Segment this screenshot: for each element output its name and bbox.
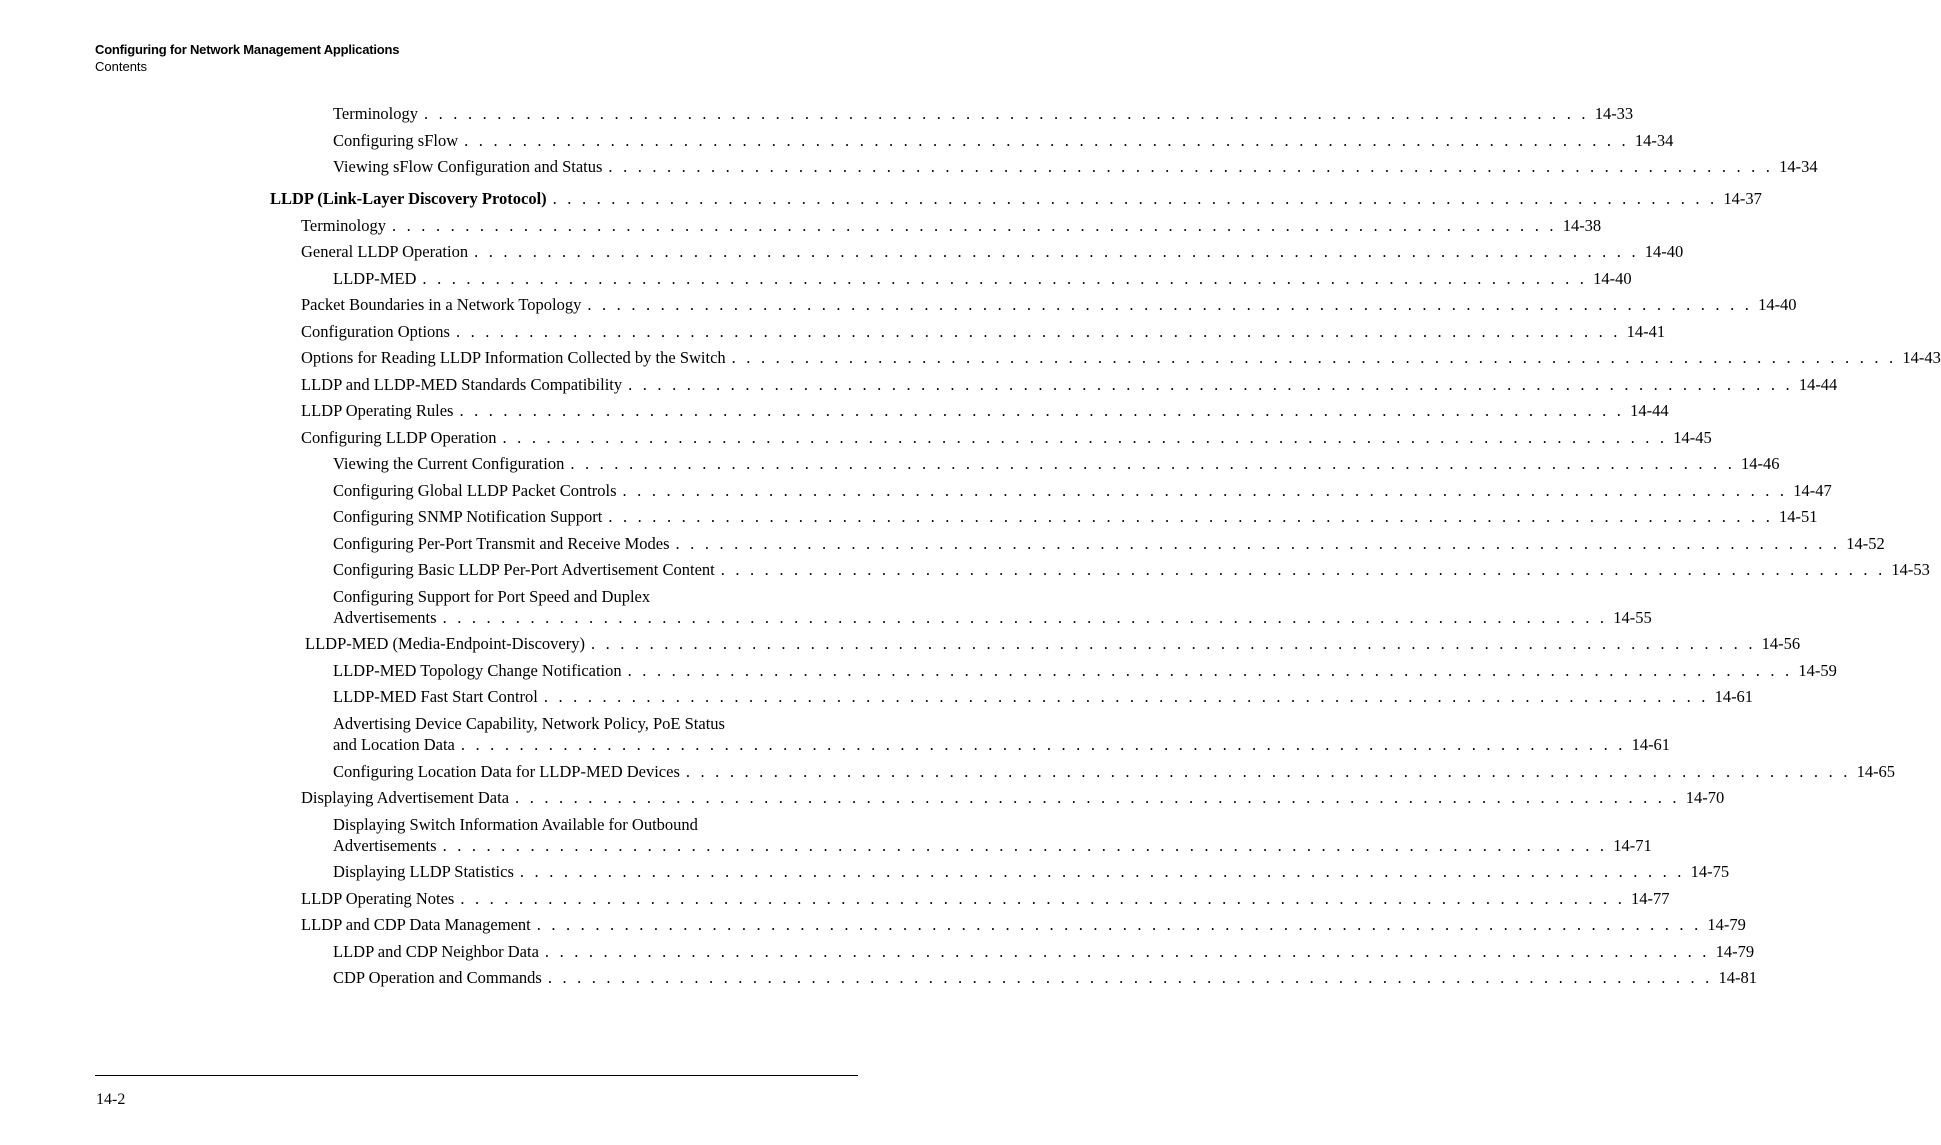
toc-entry[interactable] — [333, 660, 1837, 681]
toc-entry[interactable] — [333, 686, 1754, 707]
toc-entry-page: 14-55 — [1613, 608, 1652, 627]
toc-entry-page: 14-37 — [1723, 189, 1762, 208]
toc-entry-page: 14-56 — [1761, 634, 1801, 653]
toc-entry-label: LLDP Operating Notes — [301, 889, 455, 908]
toc-entry-page: 14-52 — [1846, 534, 1885, 553]
toc-leader-dots: . . . . . . . . . . . . . . . . . . . . . . . . . . . . . . . . . . . . . . . . . . . . . . . . . . . . . . . . . . . . . . . . . . . . . . . . . . . . . . . . — [515, 788, 1680, 807]
toc-entry[interactable] — [333, 156, 1818, 177]
toc-entry[interactable] — [301, 347, 1941, 368]
toc-entry[interactable] — [333, 130, 1674, 151]
toc-entry-label: LLDP and LLDP-MED Standards Compatibility — [301, 375, 623, 394]
toc-entry-label: Terminology — [301, 216, 386, 235]
toc-entry-page: 14-77 — [1631, 889, 1670, 908]
toc-entry[interactable] — [301, 888, 1670, 909]
toc-entry[interactable] — [333, 103, 1634, 124]
toc-entry[interactable] — [301, 374, 1838, 395]
toc-entry-page: 14-34 — [1779, 157, 1818, 176]
toc-entry-page: 14-33 — [1594, 104, 1634, 123]
toc-entry[interactable] — [333, 586, 1652, 628]
toc-leader-dots: . . . . . . . . . . . . . . . . . . . . . . . . . . . . . . . . . . . . . . . . . . . . . . . . . . . . . . . . . . . . . . . . . . . . . . . . . . . . . . . . — [675, 534, 1841, 553]
toc-leader-dots: . . . . . . . . . . . . . . . . . . . . . . . . . . . . . . . . . . . . . . . . . . . . . . . . . . . . . . . . . . . . . . . . . . . . . . . . . . . . . . . . — [459, 401, 1625, 420]
toc-entry-page: 14-61 — [1631, 735, 1671, 754]
toc-entry-label: Viewing the Current Configuration — [333, 454, 565, 473]
toc-leader-dots: . . . . . . . . . . . . . . . . . . . . . . . . . . . . . . . . . . . . . . . . . . . . . . . . . . . . . . . . . . . . . . . . . . . . . . . . . . . . . . . . — [685, 762, 1851, 781]
toc-leader-dots: . . . . . . . . . . . . . . . . . . . . . . . . . . . . . . . . . . . . . . . . . . . . . . . . . . . . . . . . . . . . . . . . . . . . . . . . . . . . . . . . — [552, 189, 1718, 208]
toc-entry-page: 14-53 — [1891, 560, 1930, 579]
toc-entry-page: 14-65 — [1856, 762, 1896, 781]
toc-leader-dots: . . . . . . . . . . . . . . . . . . . . . . . . . . . . . . . . . . . . . . . . . . . . . . . . . . . . . . . . . . . . . . . . . . . . . . . . . . . . . . . . — [460, 735, 1626, 754]
toc-entry-label: LLDP-MED Fast Start Control — [333, 687, 538, 706]
toc-entry-page: 14-79 — [1707, 915, 1746, 934]
toc-entry-label: Terminology — [333, 104, 418, 123]
toc-entry-page: 14-51 — [1779, 507, 1818, 526]
toc-entry-label: LLDP Operating Rules — [301, 401, 454, 420]
toc-entry-page: 14-38 — [1562, 216, 1602, 235]
toc-entry-page: 14-44 — [1630, 401, 1669, 420]
toc-entry[interactable] — [333, 533, 1885, 554]
toc-entry[interactable] — [301, 427, 1712, 448]
toc-entry-page: 14-34 — [1634, 131, 1674, 150]
toc-entry[interactable] — [301, 400, 1669, 421]
toc-entry-page: 14-46 — [1741, 454, 1780, 473]
toc-entry-label: Configuring LLDP Operation — [301, 428, 497, 447]
toc-entry-label-line1: Displaying Switch Information Available for Outbound — [333, 815, 698, 834]
toc-leader-dots: . . . . . . . . . . . . . . . . . . . . . . . . . . . . . . . . . . . . . . . . . . . . . . . . . . . . . . . . . . . . . . . . . . . . . . . . . . . . . . . . — [622, 481, 1788, 500]
toc-entry-label-line1: Configuring Support for Port Speed and Duplex — [333, 587, 651, 606]
toc-entry-page: 14-79 — [1715, 942, 1755, 961]
toc-leader-dots: . . . . . . . . . . . . . . . . . . . . . . . . . . . . . . . . . . . . . . . . . . . . . . . . . . . . . . . . . . . . . . . . . . . . . . . . . . . . . . . . — [587, 295, 1753, 314]
toc-entry-page: 14-40 — [1593, 269, 1632, 288]
toc-leader-dots: . . . . . . . . . . . . . . . . . . . . . . . . . . . . . . . . . . . . . . . . . . . . . . . . . . . . . . . . . . . . . . . . . . . . . . . . . . . . . . . . — [608, 507, 1774, 526]
toc-leader-dots: . . . . . . . . . . . . . . . . . . . . . . . . . . . . . . . . . . . . . . . . . . . . . . . . . . . . . . . . . . . . . . . . . . . . . . . . . . . . . . . . — [442, 608, 1608, 627]
toc-entry[interactable] — [301, 914, 1746, 935]
toc-leader-dots: . . . . . . . . . . . . . . . . . . . . . . . . . . . . . . . . . . . . . . . . . . . . . . . . . . . . . . . . . . . . . . . . . . . . . . . . . . . . . . . . — [731, 348, 1897, 367]
toc-entry-label: General LLDP Operation — [301, 242, 469, 261]
toc-entry-page: 14-40 — [1758, 295, 1797, 314]
toc-leader-dots: . . . . . . . . . . . . . . . . . . . . . . . . . . . . . . . . . . . . . . . . . . . . . . . . . . . . . . . . . . . . . . . . . . . . . . . . . . . . . . . . — [608, 157, 1774, 176]
toc-entry-label: Displaying Advertisement Data — [301, 788, 510, 807]
footer-rule — [95, 1075, 858, 1076]
toc-entry-page: 14-81 — [1718, 968, 1758, 987]
toc-entry-page: 14-41 — [1626, 322, 1666, 341]
toc-entry-page: 14-61 — [1714, 687, 1754, 706]
toc-entry-label: Displaying LLDP Statistics — [333, 862, 514, 881]
toc-entry[interactable] — [270, 188, 1762, 209]
toc-leader-dots: . . . . . . . . . . . . . . . . . . . . . . . . . . . . . . . . . . . . . . . . . . . . . . . . . . . . . . . . . . . . . . . . . . . . . . . . . . . . . . . . — [422, 269, 1588, 288]
toc-leader-dots: . . . . . . . . . . . . . . . . . . . . . . . . . . . . . . . . . . . . . . . . . . . . . . . . . . . . . . . . . . . . . . . . . . . . . . . . . . . . . . . . — [720, 560, 1886, 579]
toc-leader-dots: . . . . . . . . . . . . . . . . . . . . . . . . . . . . . . . . . . . . . . . . . . . . . . . . . . . . . . . . . . . . . . . . . . . . . . . . . . . . . . . . — [536, 915, 1702, 934]
toc-entry-label: Packet Boundaries in a Network Topology — [301, 295, 582, 314]
toc-entry-label-line1: Advertising Device Capability, Network Policy, PoE Status — [333, 714, 725, 733]
toc-entry[interactable] — [333, 480, 1832, 501]
toc-leader-dots: . . . . . . . . . . . . . . . . . . . . . . . . . . . . . . . . . . . . . . . . . . . . . . . . . . . . . . . . . . . . . . . . . . . . . . . . . . . . . . . . — [544, 942, 1710, 961]
toc-entry[interactable] — [333, 861, 1730, 882]
toc-entry-page: 14-44 — [1798, 375, 1838, 394]
toc-entry[interactable] — [301, 787, 1725, 808]
toc-entry[interactable] — [333, 453, 1780, 474]
toc-leader-dots: . . . . . . . . . . . . . . . . . . . . . . . . . . . . . . . . . . . . . . . . . . . . . . . . . . . . . . . . . . . . . . . . . . . . . . . . . . . . . . . . — [547, 968, 1713, 987]
toc-leader-dots: . . . . . . . . . . . . . . . . . . . . . . . . . . . . . . . . . . . . . . . . . . . . . . . . . . . . . . . . . . . . . . . . . . . . . . . . . . . . . . . . — [474, 242, 1639, 261]
toc-leader-dots: . . . . . . . . . . . . . . . . . . . . . . . . . . . . . . . . . . . . . . . . . . . . . . . . . . . . . . . . . . . . . . . . . . . . . . . . . . . . . . . . — [424, 104, 1589, 123]
toc-entry[interactable] — [333, 506, 1818, 527]
page-number: 14-2 — [96, 1091, 126, 1108]
toc-entry-label: Configuring Basic LLDP Per-Port Advertisement Content — [333, 560, 715, 579]
toc-entry-label: CDP Operation and Commands — [333, 968, 542, 987]
toc-entry-page: 14-59 — [1798, 661, 1837, 680]
toc-entry[interactable] — [305, 633, 1801, 654]
toc-entry-label: Viewing sFlow Configuration and Status — [333, 157, 603, 176]
toc-entry-label: LLDP-MED — [333, 269, 417, 288]
toc-leader-dots: . . . . . . . . . . . . . . . . . . . . . . . . . . . . . . . . . . . . . . . . . . . . . . . . . . . . . . . . . . . . . . . . . . . . . . . . . . . . . . . . — [464, 131, 1629, 150]
toc-entry-page: 14-45 — [1673, 428, 1712, 447]
toc-entry-label: Advertisements — [333, 836, 437, 855]
toc-entry-page: 14-47 — [1793, 481, 1832, 500]
toc-leader-dots: . . . . . . . . . . . . . . . . . . . . . . . . . . . . . . . . . . . . . . . . . . . . . . . . . . . . . . . . . . . . . . . . . . . . . . . . . . . . . . . . — [460, 889, 1626, 908]
toc-entry[interactable] — [301, 215, 1602, 236]
toc-entry[interactable] — [333, 268, 1632, 289]
toc-leader-dots: . . . . . . . . . . . . . . . . . . . . . . . . . . . . . . . . . . . . . . . . . . . . . . . . . . . . . . . . . . . . . . . . . . . . . . . . . . . . . . . . — [590, 634, 1756, 653]
toc-entry-label: Options for Reading LLDP Information Collected by the Switch — [301, 348, 726, 367]
toc-entry-page: 14-40 — [1644, 242, 1684, 261]
toc-entry[interactable] — [333, 761, 1896, 782]
toc-leader-dots: . . . . . . . . . . . . . . . . . . . . . . . . . . . . . . . . . . . . . . . . . . . . . . . . . . . . . . . . . . . . . . . . . . . . . . . . . . . . . . . . — [392, 216, 1557, 235]
section-title: Configuring for Network Management Applications — [95, 42, 400, 57]
toc-entry-label: and Location Data — [333, 735, 455, 754]
toc-entry[interactable] — [301, 294, 1797, 315]
toc-entry-label: Configuring Per-Port Transmit and Receive Modes — [333, 534, 670, 553]
toc-entry[interactable] — [333, 941, 1755, 962]
toc-leader-dots: . . . . . . . . . . . . . . . . . . . . . . . . . . . . . . . . . . . . . . . . . . . . . . . . . . . . . . . . . . . . . . . . . . . . . . . . . . . . . . . . — [442, 836, 1608, 855]
toc-entry[interactable] — [333, 559, 1930, 580]
toc-entry-page: 14-75 — [1690, 862, 1730, 881]
toc-leader-dots: . . . . . . . . . . . . . . . . . . . . . . . . . . . . . . . . . . . . . . . . . . . . . . . . . . . . . . . . . . . . . . . . . . . . . . . . . . . . . . . . — [519, 862, 1685, 881]
header-subtitle: Contents — [95, 59, 148, 74]
toc-entry-label: LLDP and CDP Neighbor Data — [333, 942, 539, 961]
toc-entry-page: 14-71 — [1613, 836, 1652, 855]
toc-entry-page: 14-43 — [1902, 348, 1941, 367]
toc-leader-dots: . . . . . . . . . . . . . . . . . . . . . . . . . . . . . . . . . . . . . . . . . . . . . . . . . . . . . . . . . . . . . . . . . . . . . . . . . . . . . . . . — [570, 454, 1736, 473]
toc-entry[interactable] — [333, 967, 1758, 988]
toc-entry-label: LLDP-MED (Media-Endpoint-Discovery) — [305, 634, 585, 653]
toc-entry-label: Configuring Global LLDP Packet Controls — [333, 481, 617, 500]
toc-entry[interactable] — [333, 814, 1652, 856]
toc-leader-dots: . . . . . . . . . . . . . . . . . . . . . . . . . . . . . . . . . . . . . . . . . . . . . . . . . . . . . . . . . . . . . . . . . . . . . . . . . . . . . . . . — [543, 687, 1709, 706]
toc-leader-dots: . . . . . . . . . . . . . . . . . . . . . . . . . . . . . . . . . . . . . . . . . . . . . . . . . . . . . . . . . . . . . . . . . . . . . . . . . . . . . . . . — [502, 428, 1668, 447]
toc-entry-label: LLDP-MED Topology Change Notification — [333, 661, 622, 680]
toc-leader-dots: . . . . . . . . . . . . . . . . . . . . . . . . . . . . . . . . . . . . . . . . . . . . . . . . . . . . . . . . . . . . . . . . . . . . . . . . . . . . . . . . — [455, 322, 1621, 341]
toc-entry-label: Configuring Location Data for LLDP-MED Devices — [333, 762, 680, 781]
toc-entry-label: Advertisements — [333, 608, 437, 627]
toc-entry-label: Configuring sFlow — [333, 131, 459, 150]
toc-entry-label: LLDP (Link-Layer Discovery Protocol) — [270, 189, 547, 208]
toc-leader-dots: . . . . . . . . . . . . . . . . . . . . . . . . . . . . . . . . . . . . . . . . . . . . . . . . . . . . . . . . . . . . . . . . . . . . . . . . . . . . . . . . — [627, 661, 1793, 680]
toc-entry[interactable] — [333, 713, 1671, 755]
toc-entry-page: 14-70 — [1685, 788, 1725, 807]
toc-entry[interactable] — [301, 241, 1684, 262]
toc-entry-label: Configuration Options — [301, 322, 450, 341]
toc-entry-label: LLDP and CDP Data Management — [301, 915, 531, 934]
toc-entry[interactable] — [301, 321, 1666, 342]
toc-leader-dots: . . . . . . . . . . . . . . . . . . . . . . . . . . . . . . . . . . . . . . . . . . . . . . . . . . . . . . . . . . . . . . . . . . . . . . . . . . . . . . . . — [628, 375, 1793, 394]
toc-entry-label: Configuring SNMP Notification Support — [333, 507, 603, 526]
